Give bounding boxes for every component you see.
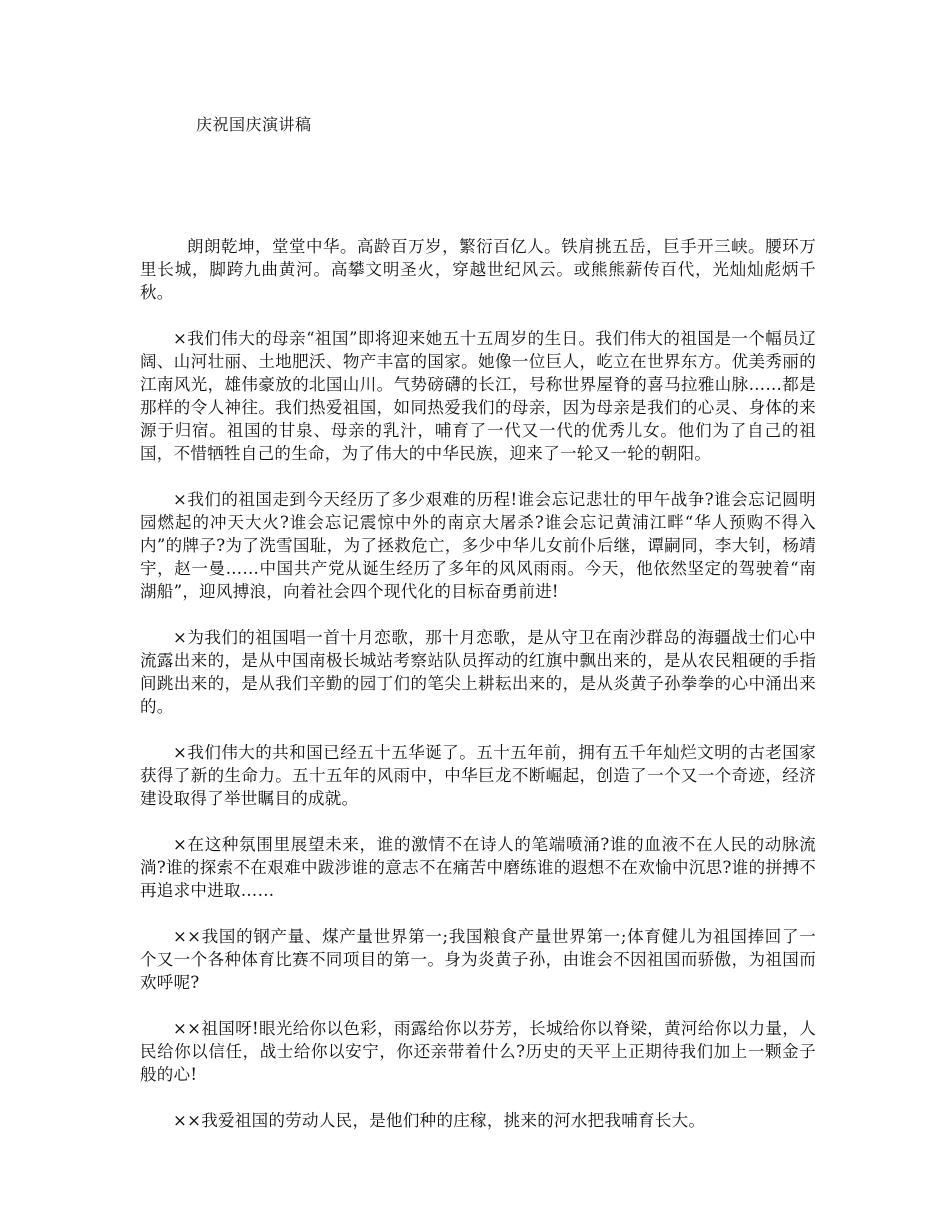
- paragraph: ××祖国呀!眼光给你以色彩，雨露给你以芬芳，长城给你以脊梁，黄河给你以力量，人民给你以信任，战士给你以安宁，你还亲带着什么?历史的天平上正期待我们加上一颗金子般的心!: [140, 1019, 816, 1084]
- paragraph: ×在这种氛围里展望未来，谁的激情不在诗人的笔端喷涌?谁的血液不在人民的动脉流淌?谁的探索不在艰难中跋涉谁的意志不在痛苦中磨练谁的遐想不在欢愉中沉思?谁的拼搏不再追求中进取……: [140, 835, 816, 900]
- paragraph: ×我们伟大的母亲“祖国”即将迎来她五十五周岁的生日。我们伟大的祖国是一个幅员辽阔、山河壮丽、土地肥沃、物产丰富的国家。她像一位巨人，屹立在世界东方。优美秀丽的江南风光，雄伟豪放的北国山川。气势磅礴的长江，号称世界屋脊的喜马拉雅山脉……都是那样的令人神往。我们热爱祖国，如同热爱我们的母亲，因为母亲是我们的心灵、身体的来源于归宿。祖国的甘泉、母亲的乳汁，哺育了一代又一代的优秀儿女。他们为了自己的祖国，不惜牺牲自己的生命，为了伟大的中华民族，迎来了一轮又一轮的朝阳。: [140, 329, 816, 463]
- document-title: 庆祝国庆演讲稿: [196, 115, 312, 134]
- paragraph: 朗朗乾坤，堂堂中华。高龄百万岁，繁衍百亿人。铁肩挑五岳，巨手开三峡。腰环万里长城，脚跨九曲黄河。高攀文明圣火，穿越世纪风云。或熊熊薪传百代，光灿灿彪炳千秋。: [140, 237, 816, 302]
- paragraph: ×我们的祖国走到今天经历了多少艰难的历程!谁会忘记悲壮的甲午战争?谁会忘记圆明园燃起的冲天大火?谁会忘记震惊中外的南京大屠杀?谁会忘记黄浦江畔“华人预购不得入内”的牌子?为了洗雪国耻，为了拯救危亡，多少中华儿女前仆后继，谭嗣同，李大钊，杨靖宇，赵一曼……中国共产党从诞生经历了多年的风风雨雨。今天，他依然坚定的驾驶着“南湖船”，迎风搏浪，向着社会四个现代化的目标奋勇前进!: [140, 490, 816, 601]
- paragraph: ××我爱祖国的劳动人民，是他们种的庄稼，挑来的河水把我哺育长大。: [173, 1111, 706, 1130]
- paragraph: ×我们伟大的共和国已经五十五华诞了。五十五年前，拥有五千年灿烂文明的古老国家获得了新的生命力。五十五年的风雨中，中华巨龙不断崛起，创造了一个又一个奇迹，经济建设取得了举世瞩目的成就。: [140, 743, 816, 808]
- document-body: [140, 235, 816, 1155]
- paragraph: ××我国的钢产量、煤产量世界第一;我国粮食产量世界第一;体育健儿为祖国捧回了一个又一个各种体育比赛不同项目的第一。身为炎黄子孙，由谁会不因祖国而骄傲，为祖国而欢呼呢?: [140, 927, 816, 992]
- paragraph: ×为我们的祖国唱一首十月恋歌，那十月恋歌，是从守卫在南沙群岛的海疆战士们心中流露出来的，是从中国南极长城站考察站队员挥动的红旗中飘出来的，是从农民粗硬的手指间跳出来的，是从我们辛勤的园丁们的笔尖上耕耘出来的，是从炎黄子孙拳拳的心中涌出来的。: [140, 628, 816, 716]
